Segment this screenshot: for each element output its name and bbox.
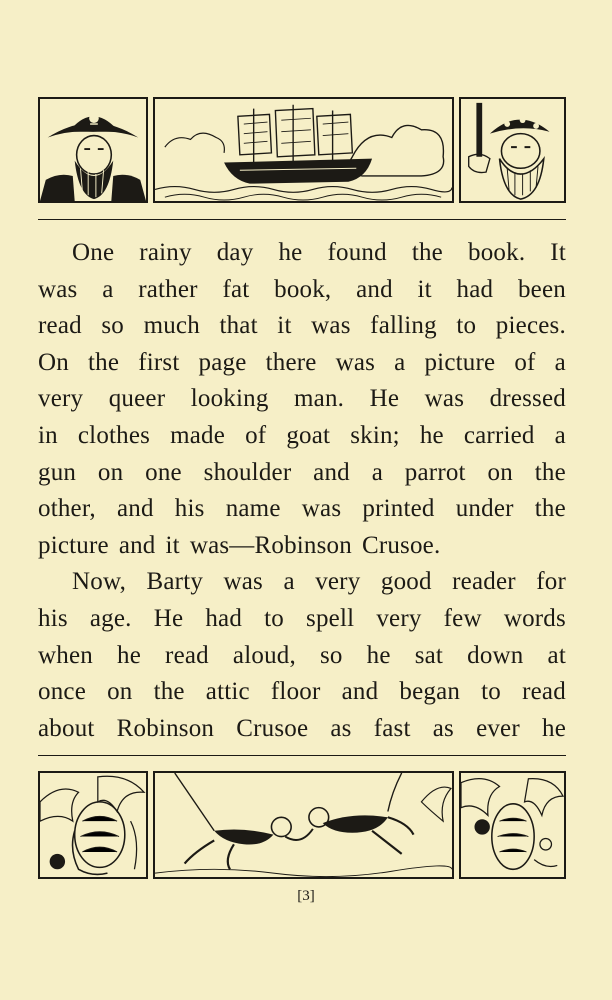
footer-rule [38, 755, 566, 756]
header-ship-illustration [153, 97, 454, 203]
footer-jungle-left-illustration [38, 771, 148, 879]
text-line: Now, Barty was a very good reader for [72, 568, 566, 596]
text-line: On the first page there was a picture of a [38, 348, 566, 376]
text-line: once on the attic floor and began to read [38, 678, 566, 706]
header-pirate-right-illustration [459, 97, 566, 203]
text-line: One rainy day he found the book. It [72, 239, 566, 266]
text-line: was a rather fat book, and it had been [38, 275, 566, 303]
text-line: read so much that it was falling to pieces. [38, 312, 566, 340]
text-line: other, and his name was printed under the [38, 495, 566, 523]
footer-jungle-right-illustration [459, 771, 566, 879]
text-line: about Robinson Crusoe as fast as ever he [38, 714, 566, 742]
text-line: in clothes made of goat skin; he carried a [38, 421, 566, 449]
text-line: his age. He had to spell very few words [38, 604, 566, 632]
header-rule [38, 219, 566, 220]
body-text [38, 235, 566, 747]
text-line: picture and it was—Robinson Crusoe. [38, 531, 441, 559]
text-line: very queer looking man. He was dressed [38, 385, 566, 413]
text-line: gun on one shoulder and a parrot on the [38, 458, 566, 486]
header-pirate-left-illustration [38, 97, 148, 203]
page-number: [3] [297, 888, 315, 904]
text-line: when he read aloud, so he sat down at [38, 641, 566, 669]
footer-monkeys-illustration [153, 771, 454, 879]
